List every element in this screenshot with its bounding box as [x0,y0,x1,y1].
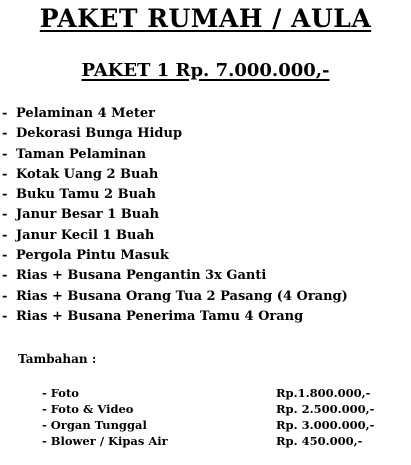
bullet-dash: - [2,248,8,264]
list-item-text: Janur Kecil 1 Buah [16,227,155,243]
bullet-dash: - [2,146,8,162]
extra-row [0,401,411,417]
extra-name: - Organ Tunggal [42,418,147,432]
bullet-dash: - [2,227,8,243]
list-item-text: Buku Tamu 2 Buah [16,187,156,203]
list-item [2,287,348,307]
extra-name: - Foto [42,386,79,400]
bullet-dash: - [2,166,8,182]
list-item [2,266,348,286]
extra-price: Rp. 450.000,- [276,434,363,448]
extras-list [0,385,411,449]
list-item [2,104,348,124]
extra-name: - Foto & Video [42,402,134,416]
bullet-dash: - [2,187,8,203]
extra-row [0,385,411,401]
list-item-text: Pelaminan 4 Meter [16,106,155,121]
list-item [2,185,348,205]
extra-name: - Blower / Kipas Air [42,434,168,448]
bullet-dash: - [2,126,8,142]
bullet-dash: - [2,207,8,223]
extra-price: Rp. 3.000.000,- [276,418,375,432]
bullet-dash: - [2,308,8,324]
bullet-dash: - [2,106,8,121]
list-item-text: Kotak Uang 2 Buah [16,166,159,182]
package-item-list [2,104,348,327]
list-item [2,246,348,266]
list-item-text: Rias + Busana Pengantin 3x Ganti [16,268,267,284]
list-item [2,145,348,165]
list-item [2,226,348,246]
extra-row [0,433,411,449]
package-label: PAKET 1 Rp. 7.000.000,- [81,60,330,81]
list-item-text: Dekorasi Bunga Hidup [16,126,183,142]
extra-row [0,417,411,433]
list-item-text: Taman Pelaminan [16,146,147,162]
extra-price: Rp. 2.500.000,- [276,402,375,416]
list-item [2,165,348,185]
extra-price: Rp.1.800.000,- [276,386,371,400]
bullet-dash: - [2,288,8,304]
list-item-text: Janur Besar 1 Buah [16,207,160,223]
list-item-text: Rias + Busana Orang Tua 2 Pasang (4 Orang) [16,288,348,304]
list-item [2,307,348,327]
list-item [2,124,348,144]
bullet-dash: - [2,268,8,284]
extras-heading: Tambahan : [18,352,97,366]
page-title: PAKET RUMAH / AULA [39,4,372,33]
list-item-text: Pergola Pintu Masuk [16,248,169,264]
list-item [2,205,348,225]
list-item-text: Rias + Busana Penerima Tamu 4 Orang [16,308,304,324]
